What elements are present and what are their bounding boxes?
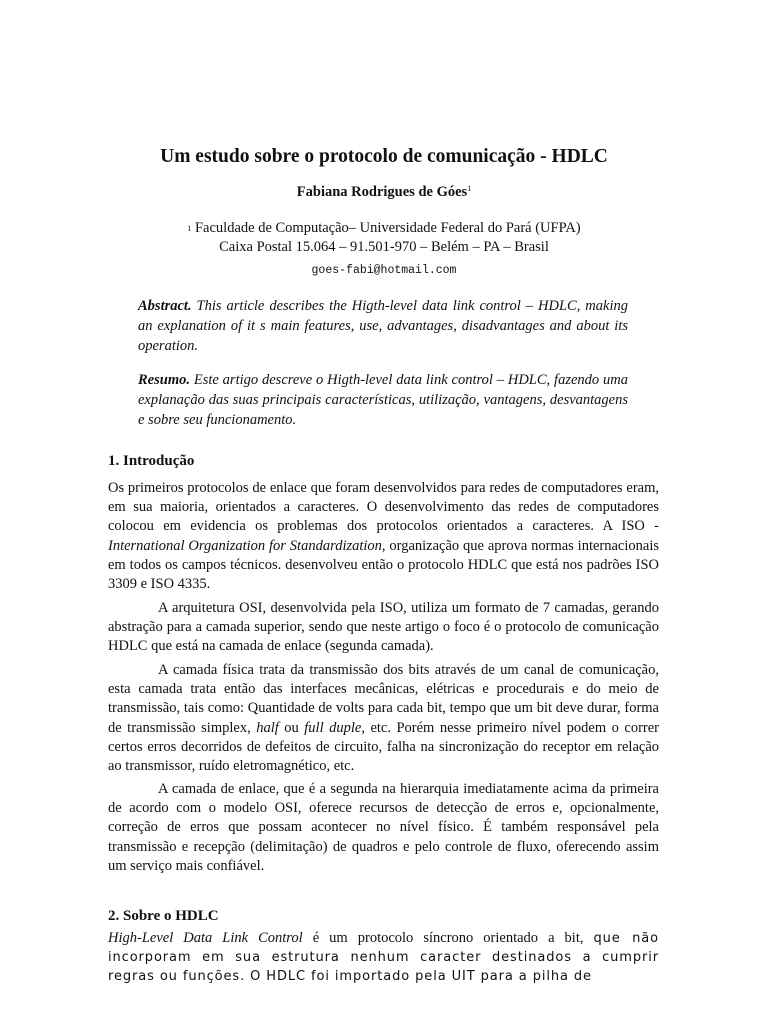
affiliation-line-1 <box>0 219 768 238</box>
body-paragraph-1 <box>108 479 659 594</box>
body-text-italic: half <box>256 719 279 736</box>
author-name-text: Fabiana Rodrigues de Góes <box>296 184 468 200</box>
resumo-text: Este artigo descreve o Higth-level data link control – HDLC, fazendo uma explanação das suas principais características, utilização, vantagens, desvantagens e sobre seu funcionamento. <box>138 372 628 428</box>
body-text-italic: High-Level Data Link Control <box>108 930 303 946</box>
body-text-italic: International Organization for Standardization <box>108 537 382 554</box>
affiliation <box>0 219 768 257</box>
body-text: , organização que aprova normas internacionais em todos os campos técnicos. desenvolveu então o protocolo HDLC que está nos padrões ISO 3309 e ISO 4335. <box>108 537 659 593</box>
body-text: é um protocolo síncrono orientado a bit, <box>302 930 594 946</box>
author-name <box>0 184 768 201</box>
body-paragraph-5 <box>108 929 659 987</box>
body-text-sans: que não incorporam em sua estrutura nenhum caracter destinados a cumprir regras ou funções. O HDLC foi importado pela UIT para a pilha de <box>108 931 659 985</box>
body-text: , etc. Porém nesse primeiro nível podem o correr certos erros decorridos de defeitos de circuito, falha na sincronização do receptor em relação ao transmissor, ruído eletromagnético, etc. <box>108 719 659 775</box>
body-text: ou <box>278 719 305 736</box>
body-paragraph-4: A camada de enlace, que é a segunda na hierarquia imediatamente acima da primeira de acordo com o modelo OSI, oferece recursos de detecção de erros e, opcionalmente, correção de erros que possam acontecer no nível físico. É também responsável pela transmissão e recepção (delimitação) de quadros e pelo controle de fluxo, oferecendo assim um serviço mais confiável. <box>108 781 659 874</box>
affiliation-institution: Faculdade de Computação– Universidade Federal do Pará (UFPA) <box>191 220 581 236</box>
body-paragraph-3 <box>108 661 659 776</box>
body-text: Os primeiros protocolos de enlace que foram desenvolvidos para redes de computadores eram, em sua maioria, orientados a caracteres. O desenvolvimento das redes de computadores colocou em evidencia os problemas dos protocolos orientados a caracteres. A ISO - <box>108 480 659 535</box>
resumo <box>138 370 628 430</box>
body-text: A camada física trata da transmissão dos bits através de um canal de comunicação, esta camada trata então das interfaces mecânicas, elétricas e procedurais e do meio de transmissão, tais como: Quantidade de volts para cada bit, tempo que um bit deve durar, forma de transmissão simplex, <box>108 662 659 736</box>
affiliation-footnote-mark: 1 <box>187 224 192 233</box>
resumo-label: Resumo. <box>138 372 190 388</box>
body-text-italic: full duple <box>304 719 362 736</box>
abstract-text: This article describes the Higth-level data link control – HDLC, making an explanation of it s main features, use, advantages, disadvantages and about its operation. <box>138 298 628 354</box>
affiliation-line-2: Caixa Postal 15.064 – 91.501-970 – Belém – PA – Brasil <box>219 239 549 255</box>
abstract <box>138 296 628 356</box>
author-footnote-mark: 1 <box>467 184 472 193</box>
body-paragraph-2: A arquitetura OSI, desenvolvida pela ISO, utiliza um formato de 7 camadas, gerando abstração para a camada superior, sendo que neste artigo o foco é o protocolo de comunicação HDLC que está na camada de enlace (segunda camada). <box>108 600 659 655</box>
author-email: goes-fabi@hotmail.com <box>311 264 457 277</box>
abstract-label: Abstract. <box>138 298 192 314</box>
paper-title: Um estudo sobre o protocolo de comunicação - HDLC <box>160 146 608 167</box>
section-heading-introducao: 1. Introdução <box>108 453 195 469</box>
section-heading-sobre-hdlc: 2. Sobre o HDLC <box>108 908 219 924</box>
